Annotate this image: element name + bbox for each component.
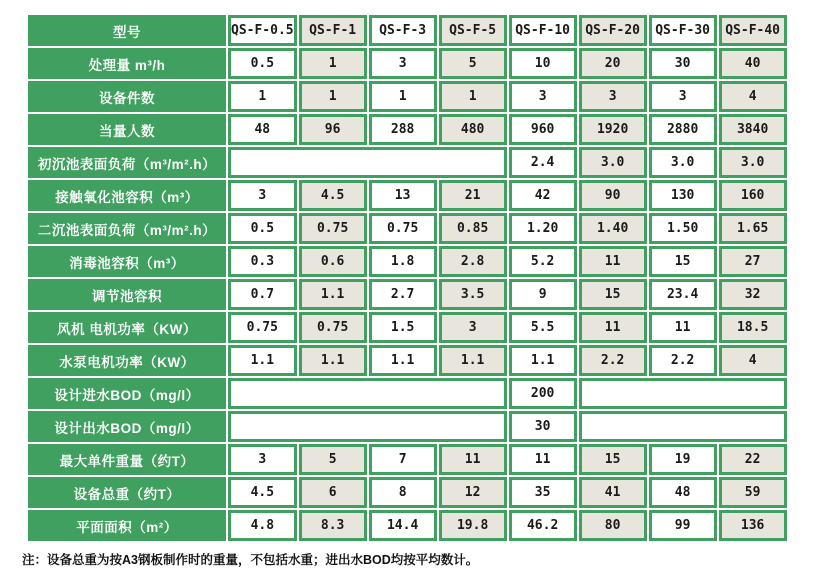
spec-value-cell: 20 <box>579 48 647 79</box>
spec-value-cell: 3.5 <box>439 279 507 310</box>
table-row <box>28 378 787 409</box>
spec-value-cell: 3 <box>228 180 297 211</box>
spec-value-cell: 1.65 <box>719 213 787 244</box>
spec-value-cell: 0.75 <box>299 312 367 343</box>
spec-value-cell: 11 <box>649 312 717 343</box>
spec-value-cell: 27 <box>719 246 787 277</box>
spec-value-cell <box>579 378 787 409</box>
spec-value-cell: 3 <box>649 81 717 112</box>
spec-value-cell: 3 <box>369 48 437 79</box>
spec-value-cell: 8 <box>369 477 437 508</box>
spec-value-cell: 13 <box>369 180 437 211</box>
spec-value-cell: 1.8 <box>369 246 437 277</box>
spec-value-cell: 160 <box>719 180 787 211</box>
row-label: 调节池容积 <box>28 279 226 310</box>
spec-value-cell: 3 <box>579 81 647 112</box>
table-row <box>28 477 787 508</box>
table-row <box>28 246 787 277</box>
row-label: 接触氧化池容积（m³） <box>28 180 226 211</box>
spec-value-cell: 23.4 <box>649 279 717 310</box>
spec-value-cell: 15 <box>579 444 647 475</box>
spec-value-cell: 0.75 <box>228 312 297 343</box>
table-row <box>28 345 787 376</box>
spec-value-cell: 2.8 <box>439 246 507 277</box>
spec-value-cell: 0.3 <box>228 246 297 277</box>
spec-value-cell: 3 <box>439 312 507 343</box>
spec-value-cell: 22 <box>719 444 787 475</box>
row-label: 二沉池表面负荷（m³/m².h） <box>28 213 226 244</box>
spec-value-cell: 1.1 <box>299 279 367 310</box>
row-label: 水泵电机功率（KW） <box>28 345 226 376</box>
spec-value-cell: 288 <box>369 114 437 145</box>
spec-value-cell: 46.2 <box>509 510 577 541</box>
spec-value-cell: 11 <box>509 444 577 475</box>
spec-value-cell: 0.75 <box>369 213 437 244</box>
spec-value-cell: 4.8 <box>228 510 297 541</box>
spec-value-cell: 18.5 <box>719 312 787 343</box>
spec-value-cell: 32 <box>719 279 787 310</box>
model-header-cell: QS-F-1 <box>299 15 367 46</box>
spec-value-cell: 1.1 <box>299 345 367 376</box>
spec-value-cell: 11 <box>579 246 647 277</box>
spec-value-cell: 1.1 <box>228 345 297 376</box>
spec-value-cell: 41 <box>579 477 647 508</box>
spec-value-cell: 15 <box>579 279 647 310</box>
spec-value-cell: 48 <box>228 114 297 145</box>
spec-value-cell <box>228 378 507 409</box>
model-header-cell: QS-F-40 <box>719 15 787 46</box>
spec-value-cell: 5 <box>439 48 507 79</box>
spec-value-cell: 1 <box>228 81 297 112</box>
table-row <box>28 147 787 178</box>
table-row <box>28 15 787 46</box>
row-label: 设计进水BOD（mg/l） <box>28 378 226 409</box>
spec-value-cell: 0.6 <box>299 246 367 277</box>
spec-value-cell: 35 <box>509 477 577 508</box>
spec-value-cell: 5 <box>299 444 367 475</box>
spec-value-cell: 0.5 <box>228 48 297 79</box>
table-row <box>28 411 787 442</box>
table-row <box>28 81 787 112</box>
table-row <box>28 180 787 211</box>
row-label: 消毒池容积（m³） <box>28 246 226 277</box>
spec-value-cell: 2880 <box>649 114 717 145</box>
table-row <box>28 444 787 475</box>
spec-value-cell: 200 <box>509 378 577 409</box>
spec-value-cell: 3 <box>509 81 577 112</box>
spec-value-cell: 2.2 <box>649 345 717 376</box>
row-label: 设备件数 <box>28 81 226 112</box>
spec-value-cell: 4 <box>719 345 787 376</box>
row-label: 当量人数 <box>28 114 226 145</box>
spec-value-cell: 2.4 <box>509 147 577 178</box>
spec-value-cell: 8.3 <box>299 510 367 541</box>
spec-value-cell: 1920 <box>579 114 647 145</box>
spec-value-cell <box>228 411 507 442</box>
spec-value-cell: 1.1 <box>509 345 577 376</box>
row-label: 风机 电机功率（KW） <box>28 312 226 343</box>
spec-value-cell: 130 <box>649 180 717 211</box>
row-label: 平面面积（m²） <box>28 510 226 541</box>
spec-value-cell: 1.20 <box>509 213 577 244</box>
spec-value-cell: 1 <box>439 81 507 112</box>
spec-value-cell: 136 <box>719 510 787 541</box>
spec-value-cell: 5.2 <box>509 246 577 277</box>
spec-value-cell: 0.5 <box>228 213 297 244</box>
spec-value-cell: 9 <box>509 279 577 310</box>
spec-value-cell: 1.5 <box>369 312 437 343</box>
table-row <box>28 312 787 343</box>
model-column-header: 型号 <box>28 15 226 46</box>
spec-value-cell: 3.0 <box>649 147 717 178</box>
row-label: 初沉池表面负荷（m³/m².h） <box>28 147 226 178</box>
spec-value-cell: 3.0 <box>719 147 787 178</box>
spec-value-cell: 96 <box>299 114 367 145</box>
spec-value-cell: 3840 <box>719 114 787 145</box>
spec-value-cell: 12 <box>439 477 507 508</box>
spec-value-cell: 30 <box>649 48 717 79</box>
spec-value-cell: 7 <box>369 444 437 475</box>
spec-value-cell: 1.50 <box>649 213 717 244</box>
spec-value-cell: 0.75 <box>299 213 367 244</box>
spec-value-cell: 30 <box>509 411 577 442</box>
table-row <box>28 510 787 541</box>
spec-value-cell: 90 <box>579 180 647 211</box>
spec-value-cell: 480 <box>439 114 507 145</box>
spec-value-cell: 99 <box>649 510 717 541</box>
row-label: 设备总重（约T） <box>28 477 226 508</box>
spec-value-cell: 19.8 <box>439 510 507 541</box>
spec-value-cell: 59 <box>719 477 787 508</box>
model-header-cell: QS-F-5 <box>439 15 507 46</box>
model-header-cell: QS-F-10 <box>509 15 577 46</box>
spec-value-cell: 48 <box>649 477 717 508</box>
table-row <box>28 213 787 244</box>
spec-value-cell: 4.5 <box>228 477 297 508</box>
spec-value-cell: 4.5 <box>299 180 367 211</box>
spec-value-cell: 10 <box>509 48 577 79</box>
model-header-cell: QS-F-0.5 <box>228 15 297 46</box>
spec-value-cell: 6 <box>299 477 367 508</box>
spec-value-cell: 15 <box>649 246 717 277</box>
spec-value-cell: 1.1 <box>369 345 437 376</box>
spec-value-cell: 11 <box>439 444 507 475</box>
model-header-cell: QS-F-3 <box>369 15 437 46</box>
model-header-cell: QS-F-30 <box>649 15 717 46</box>
row-label: 设计出水BOD（mg/l） <box>28 411 226 442</box>
spec-value-cell: 5.5 <box>509 312 577 343</box>
spec-value-cell: 1 <box>299 48 367 79</box>
footnote: 注：设备总重为按A3钢板制作时的重量，不包括水重；进出水BOD均按平均数计。 <box>22 553 479 567</box>
spec-value-cell: 0.85 <box>439 213 507 244</box>
spec-value-cell: 2.7 <box>369 279 437 310</box>
table-row <box>28 279 787 310</box>
spec-value-cell: 2.2 <box>579 345 647 376</box>
spec-value-cell: 4 <box>719 81 787 112</box>
table-row <box>28 114 787 145</box>
spec-value-cell: 21 <box>439 180 507 211</box>
spec-value-cell: 11 <box>579 312 647 343</box>
table-row <box>28 48 787 79</box>
spec-value-cell: 1 <box>369 81 437 112</box>
spec-value-cell: 3.0 <box>579 147 647 178</box>
spec-value-cell: 42 <box>509 180 577 211</box>
spec-table <box>26 13 789 543</box>
spec-value-cell: 1.1 <box>439 345 507 376</box>
spec-value-cell <box>228 147 507 178</box>
spec-value-cell: 1 <box>299 81 367 112</box>
model-header-cell: QS-F-20 <box>579 15 647 46</box>
row-label: 最大单件重量（约T） <box>28 444 226 475</box>
spec-value-cell: 3 <box>228 444 297 475</box>
spec-value-cell: 0.7 <box>228 279 297 310</box>
spec-value-cell: 1.40 <box>579 213 647 244</box>
spec-value-cell: 80 <box>579 510 647 541</box>
spec-value-cell <box>579 411 787 442</box>
spec-value-cell: 40 <box>719 48 787 79</box>
spec-value-cell: 960 <box>509 114 577 145</box>
spec-value-cell: 14.4 <box>369 510 437 541</box>
spec-value-cell: 19 <box>649 444 717 475</box>
row-label: 处理量 m³/h <box>28 48 226 79</box>
